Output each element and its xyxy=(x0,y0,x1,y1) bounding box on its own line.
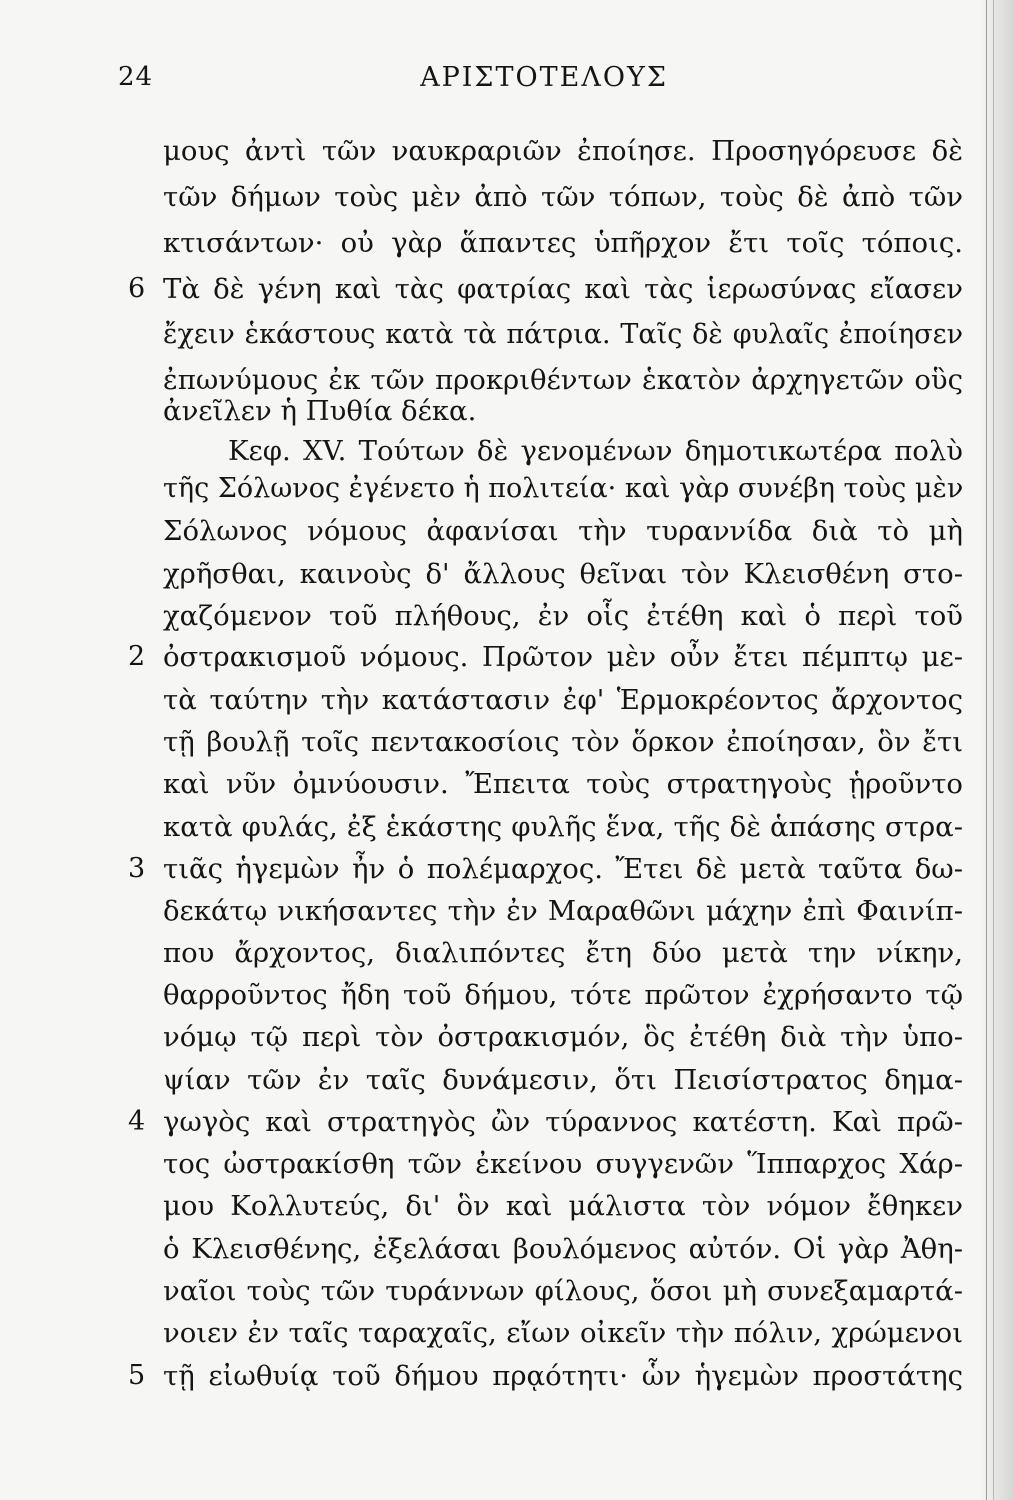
text-line: ψίαν τῶν ἐν ταῖς δυνάμεσιν, ὅτι Πεισίστρατος δημα- xyxy=(163,1064,963,1096)
page-edge-line xyxy=(986,0,987,1500)
section-number: 4 xyxy=(128,1106,146,1137)
text-line: χρῆσθαι, καινοὺς δ' ἄλλους θεῖναι τὸν Κλεισθένη στο- xyxy=(163,558,963,590)
text-line: μου Κολλυτεύς, δι' ὃν καὶ μάλιστα τὸν νόμον ἔθηκεν xyxy=(163,1190,963,1222)
page-number: 24 xyxy=(118,62,154,92)
section-number: 3 xyxy=(128,853,146,884)
text-line: ἀνεῖλεν ἡ Πυθία δέκα. xyxy=(163,395,477,427)
text-line: νοιεν ἐν ταῖς ταραχαῖς, εἴων οἰκεῖν τὴν πόλιν, χρώμενοι xyxy=(163,1317,963,1349)
text-line: χαζόμενον τοῦ πλήθους, ἐν οἷς ἐτέθη καὶ ὁ περὶ τοῦ xyxy=(163,600,963,632)
text-line: κατὰ φυλάς, ἐξ ἑκάστης φυλῆς ἕνα, τῆς δὲ ἁπάσης στρα- xyxy=(163,811,963,843)
text-line: ἔχειν ἑκάστους κατὰ τὰ πάτρια. Ταῖς δὲ φυλαῖς ἐποίησεν xyxy=(163,319,963,350)
text-line: τῇ βουλῇ τοῖς πεντακοσίοις τὸν ὅρκον ἐποίησαν, ὃν ἔτι xyxy=(163,726,963,758)
text-line: τῆς Σόλωνος ἐγένετο ἡ πολιτεία· καὶ γὰρ συνέβη τοὺς μὲν xyxy=(163,473,964,504)
text-line: τῶν δήμων τοὺς μὲν ἀπὸ τῶν τόπων, τοὺς δὲ ἀπὸ τῶν xyxy=(163,181,963,213)
running-title: ΑΡΙΣΤΟΤΕΛΟΥΣ xyxy=(420,62,668,93)
section-number: 6 xyxy=(128,273,146,304)
text-line: Σόλωνος νόμους ἀφανίσαι τὴν τυραννίδα διὰ τὸ μὴ xyxy=(163,515,963,547)
text-line: ὁ Κλεισθένης, ἐξελάσαι βουλόμενος αὐτόν. Οἱ γὰρ Ἀθη- xyxy=(163,1233,963,1265)
text-line: μους ἀντὶ τῶν ναυκραριῶν ἐποίησε. Προσηγόρευσε δὲ xyxy=(163,135,963,167)
text-line: τὰ ταύτην τὴν κατάστασιν ἐφ' Ἑρμοκρέοντος ἄρχοντος xyxy=(163,684,963,716)
text-line: γωγὸς καὶ στρατηγὸς ὢν τύραννος κατέστη. Καὶ πρῶ- xyxy=(163,1106,963,1138)
text-line: ναῖοι τοὺς τῶν τυράννων φίλους, ὅσοι μὴ συνεξαμαρτά- xyxy=(163,1275,963,1307)
text-line: Τὰ δὲ γένη καὶ τὰς φατρίας καὶ τὰς ἱερωσύνας εἴασεν xyxy=(163,273,963,305)
text-line: τος ὠστρακίσθη τῶν ἐκείνου συγγενῶν Ἵππαρχος Χάρ- xyxy=(163,1148,963,1180)
text-line: τιᾶς ἡγεμὼν ἦν ὁ πολέμαρχος. Ἔτει δὲ μετὰ ταῦτα δω- xyxy=(163,853,963,885)
page-edge-shadow xyxy=(979,0,1013,1500)
section-number: 5 xyxy=(128,1360,146,1391)
page-header xyxy=(118,62,970,102)
text-line: ὀστρακισμοῦ νόμους. Πρῶτον μὲν οὖν ἔτει πέμπτῳ με- xyxy=(163,641,963,673)
chapter-heading-line: Κεφ. XV. Τούτων δὲ γενομένων δημοτικωτέρα πολὺ xyxy=(228,435,963,467)
text-line: νόμῳ τῷ περὶ τὸν ὀστρακισμόν, ὃς ἐτέθη διὰ τὴν ὑπο- xyxy=(163,1021,963,1053)
text-line: δεκάτῳ νικήσαντες τὴν ἐν Μαραθῶνι μάχην ἐπὶ Φαινίπ- xyxy=(163,895,963,927)
text-line: θαρροῦντος ἤδη τοῦ δήμου, τότε πρῶτον ἐχρήσαντο τῷ xyxy=(163,979,963,1011)
text-line: τῇ εἰωθυίᾳ τοῦ δήμου πρᾳότητι· ὧν ἡγεμὼν προστάτης xyxy=(163,1360,963,1392)
text-line: κτισάντων· οὐ γὰρ ἅπαντες ὑπῆρχον ἔτι τοῖς τόποις. xyxy=(163,227,963,259)
page-edge-line xyxy=(993,0,994,1500)
text-line: που ἄρχοντος, διαλιπόντες ἔτη δύο μετὰ την νίκην, xyxy=(163,937,963,969)
section-number: 2 xyxy=(128,641,146,672)
text-line: ἐπωνύμους ἐκ τῶν προκριθέντων ἑκατὸν ἀρχηγετῶν οὓς xyxy=(163,364,963,396)
text-line: καὶ νῦν ὀμνύουσιν. Ἔπειτα τοὺς στρατηγοὺς ᾑροῦντο xyxy=(163,768,963,800)
